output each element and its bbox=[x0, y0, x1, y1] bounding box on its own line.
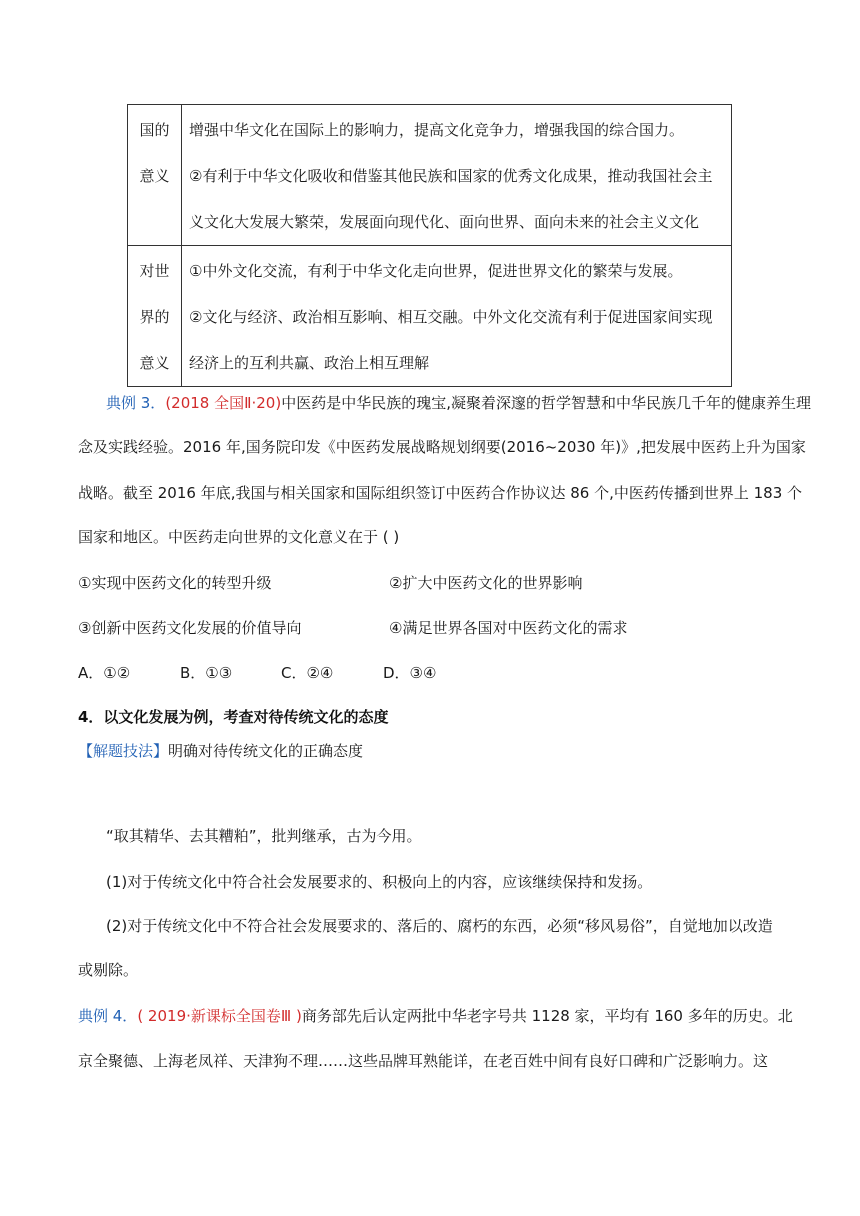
tip-label: 【解题技法】 bbox=[78, 742, 169, 760]
row-label: 国的 意义 bbox=[128, 105, 182, 246]
example-4-prefix: 典例 4． bbox=[78, 1007, 138, 1025]
example-4-source: ( 2019·新课标全国卷Ⅲ ) bbox=[137, 1007, 302, 1025]
row-label: 对世 界的 意义 bbox=[128, 246, 182, 387]
option-4: ④满足世界各国对中医药文化的需求 bbox=[389, 619, 628, 637]
example-3-source: (2018 全国Ⅱ·20) bbox=[165, 394, 282, 412]
paragraph-2: (1)对于传统文化中符合社会发展要求的、积极向上的内容，应该继续保持和发扬。 bbox=[106, 873, 653, 891]
paragraph-3-line-1: (2)对于传统文化中不符合社会发展要求的、落后的、腐朽的东西，必须“移风易俗”，自觉地加以改造 bbox=[106, 917, 773, 935]
example-3-line-3: 战略。截至 2016 年底,我国与相关国家和国际组织签订中医药合作协议达 86 个,中医药传播到世界上 183 个 bbox=[78, 484, 803, 502]
paragraph-1: “取其精华、去其糟粕”，批判继承，古为今用。 bbox=[106, 827, 422, 845]
option-1: ①实现中医药文化的转型升级 bbox=[78, 574, 272, 592]
example-3-line-1: 典例 3．(2018 全国Ⅱ·20)中医药是中华民族的瑰宝,凝聚着深邃的哲学智慧和中华民族几千年的健康养生理 bbox=[106, 394, 811, 412]
choice-a: A．①② bbox=[78, 664, 131, 682]
option-2: ②扩大中医药文化的世界影响 bbox=[389, 574, 583, 592]
choice-d: D．③④ bbox=[383, 664, 437, 682]
example-3-prefix: 典例 3． bbox=[106, 394, 166, 412]
row-text: 增强中华文化在国际上的影响力，提高文化竞争力，增强我国的综合国力。 ②有利于中华文化吸收和借鉴其他民族和国家的优秀文化成果，推动我国社会主 义文化大发展大繁荣，发展面向现代化、面向世界、面向未来的社会主义文化 bbox=[182, 105, 732, 246]
significance-table bbox=[127, 104, 732, 387]
table-row bbox=[128, 105, 732, 246]
choice-c: C．②④ bbox=[281, 664, 334, 682]
tip-line: 【解题技法】明确对待传统文化的正确态度 bbox=[78, 742, 364, 760]
choice-b: B．①③ bbox=[180, 664, 233, 682]
section-4-heading: 4．以文化发展为例，考查对待传统文化的态度 bbox=[78, 708, 389, 726]
example-3-line-2: 念及实践经验。2016 年,国务院印发《中医药发展战略规划纲要(2016~2030 年)》,把发展中医药上升为国家 bbox=[78, 438, 806, 456]
table-row bbox=[128, 246, 732, 387]
example-3-line-4: 国家和地区。中医药走向世界的文化意义在于 ( ) bbox=[78, 528, 400, 546]
example-4-line-2: 京全聚德、上海老凤祥、天津狗不理……这些品牌耳熟能详，在老百姓中间有良好口碑和广泛影响力。这 bbox=[78, 1052, 769, 1070]
example-4-line-1: 典例 4．( 2019·新课标全国卷Ⅲ )商务部先后认定两批中华老字号共 1128 家，平均有 160 多年的历史。北 bbox=[78, 1007, 793, 1025]
row-text: ①中外文化交流，有利于中华文化走向世界，促进世界文化的繁荣与发展。 ②文化与经济、政治相互影响、相互交融。中外文化交流有利于促进国家间实现 经济上的互利共赢、政治上相互理解 bbox=[182, 246, 732, 387]
option-3: ③创新中医药文化发展的价值导向 bbox=[78, 619, 302, 637]
paragraph-3-line-2: 或剔除。 bbox=[78, 961, 139, 979]
